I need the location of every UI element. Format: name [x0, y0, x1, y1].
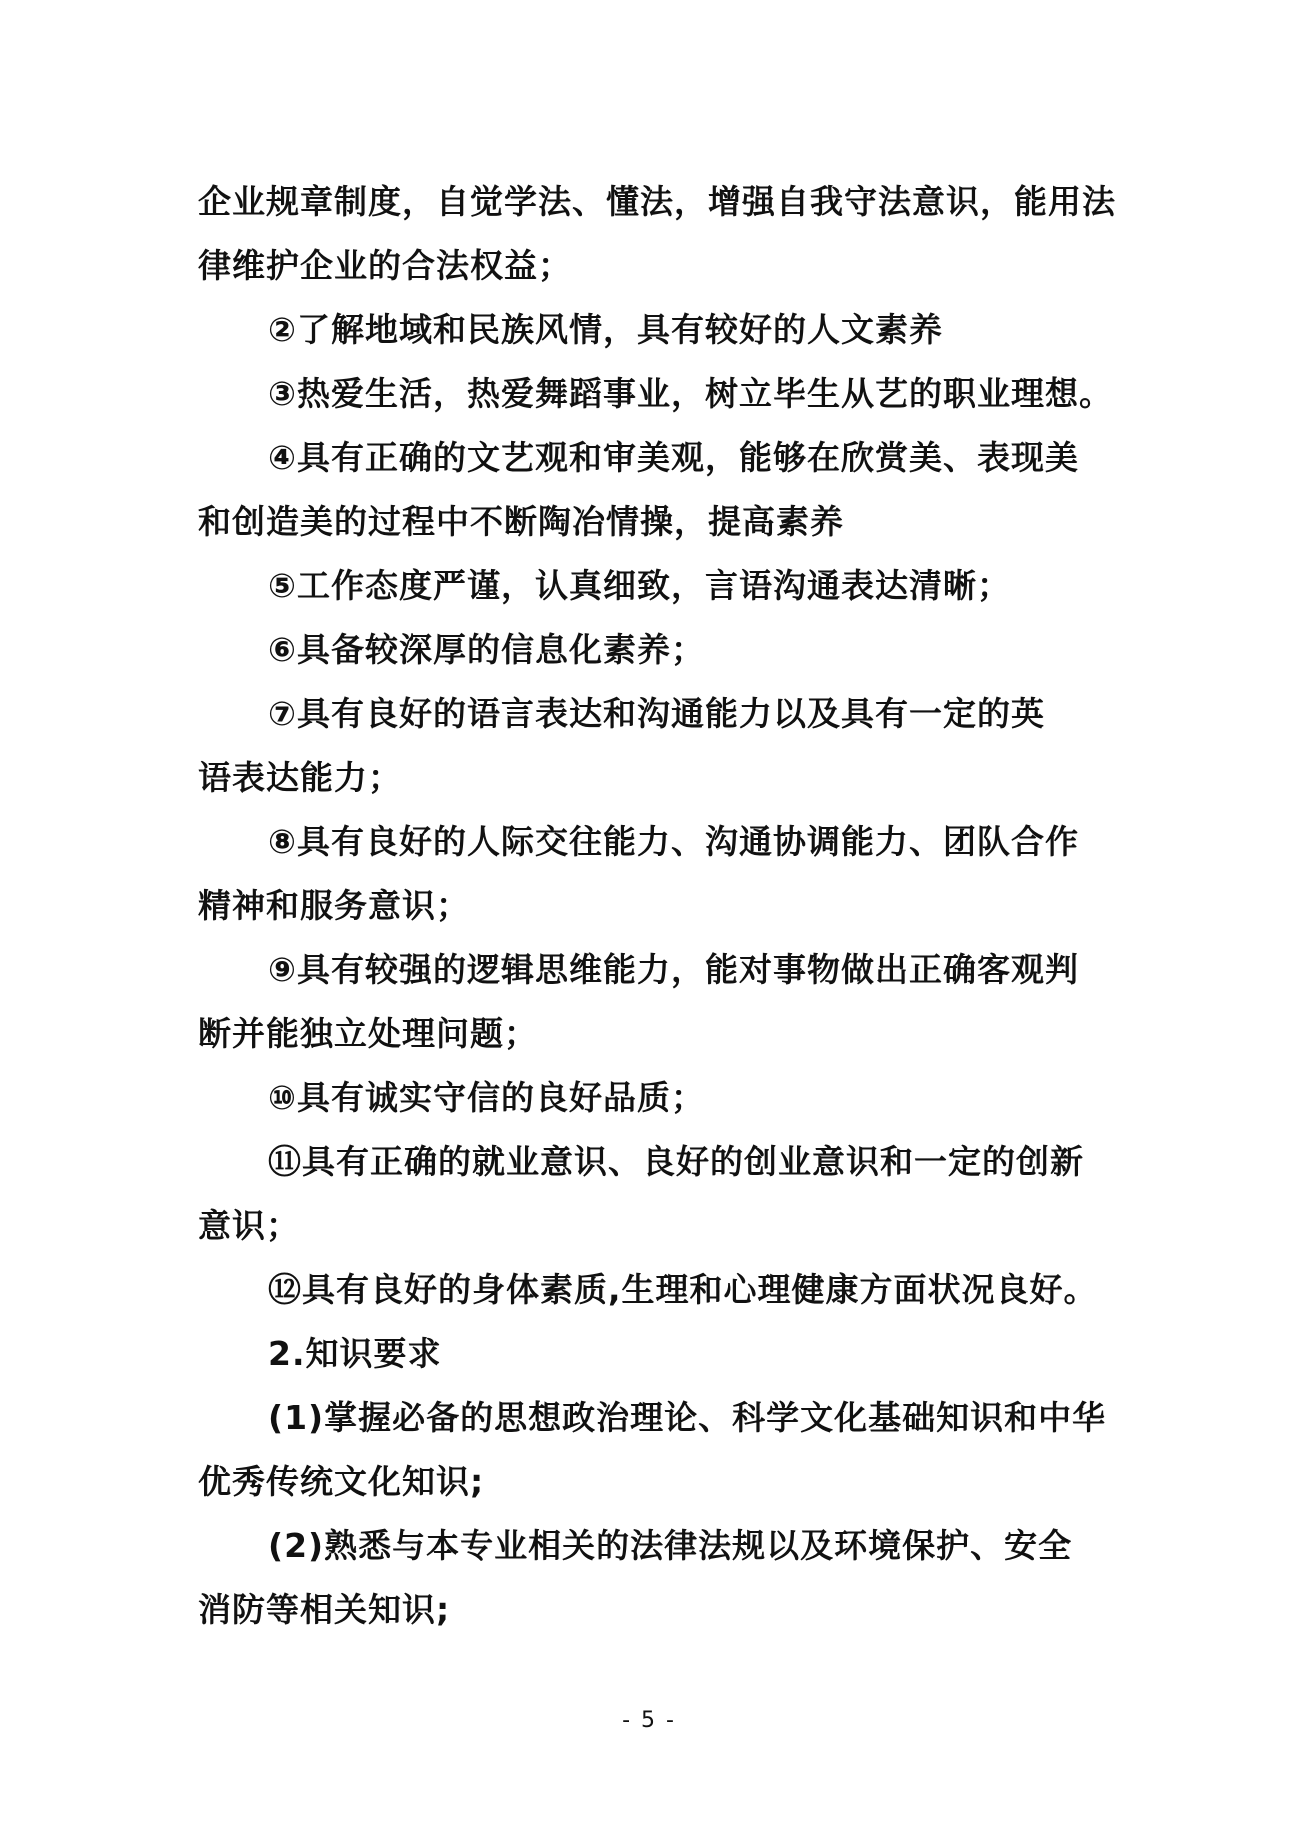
page-number: - 5 - — [622, 1708, 676, 1733]
paragraph-item-12 — [198, 1258, 1118, 1322]
text-line: 企业规章制度，自觉学法、懂法，增强自我守法意识，能用法 — [198, 182, 1116, 221]
text-line: 意识； — [198, 1206, 300, 1245]
paragraph-item-8 — [198, 810, 1118, 938]
paragraph-item-10 — [198, 1066, 1118, 1130]
paragraph-item-7 — [198, 682, 1118, 810]
paragraph-item-2 — [198, 298, 1118, 362]
text-line: ③热爱生活，热爱舞蹈事业，树立毕生从艺的职业理想。 — [268, 374, 1113, 413]
section-heading — [198, 1322, 1118, 1386]
text-line: 和创造美的过程中不断陶冶情操，提高素养 — [198, 502, 844, 541]
text-line: (2)熟悉与本专业相关的法律法规以及环境保护、安全 — [268, 1526, 1073, 1565]
paragraph-item-5 — [198, 554, 1118, 618]
paragraph-knowledge-2 — [198, 1514, 1118, 1642]
text-line: ②了解地域和民族风情，具有较好的人文素养 — [268, 310, 943, 349]
text-line: ⑩具有诚实守信的良好品质； — [268, 1078, 705, 1117]
text-line: ⑨具有较强的逻辑思维能力，能对事物做出正确客观判 — [268, 950, 1079, 989]
text-line: 优秀传统文化知识; — [198, 1462, 485, 1501]
paragraph-item-11 — [198, 1130, 1118, 1258]
paragraph-item-6 — [198, 618, 1118, 682]
text-line: ⑤工作态度严谨，认真细致，言语沟通表达清晰； — [268, 566, 1011, 605]
paragraph-item-3 — [198, 362, 1118, 426]
text-line: 消防等相关知识; — [198, 1590, 451, 1629]
text-line: 律维护企业的合法权益； — [198, 246, 572, 285]
document-body — [198, 170, 1118, 1642]
text-line: ⑦具有良好的语言表达和沟通能力以及具有一定的英 — [268, 694, 1045, 733]
paragraph-item-9 — [198, 938, 1118, 1066]
paragraph-knowledge-1 — [198, 1386, 1118, 1514]
text-line: (1)掌握必备的思想政治理论、科学文化基础知识和中华 — [268, 1398, 1107, 1437]
paragraph-continuation — [198, 170, 1118, 298]
text-line: ⑧具有良好的人际交往能力、沟通协调能力、团队合作 — [268, 822, 1079, 861]
text-line: ⑫具有良好的身体素质,生理和心理健康方面状况良好。 — [268, 1270, 1098, 1309]
text-line: ⑥具备较深厚的信息化素养； — [268, 630, 705, 669]
paragraph-item-4 — [198, 426, 1118, 554]
section-heading-text: 2.知识要求 — [268, 1334, 442, 1373]
text-line: 语表达能力； — [198, 758, 402, 797]
text-line: ⑪具有正确的就业意识、良好的创业意识和一定的创新 — [268, 1142, 1084, 1181]
text-line: ④具有正确的文艺观和审美观，能够在欣赏美、表现美 — [268, 438, 1079, 477]
text-line: 精神和服务意识； — [198, 886, 470, 925]
text-line: 断并能独立处理问题； — [198, 1014, 538, 1053]
